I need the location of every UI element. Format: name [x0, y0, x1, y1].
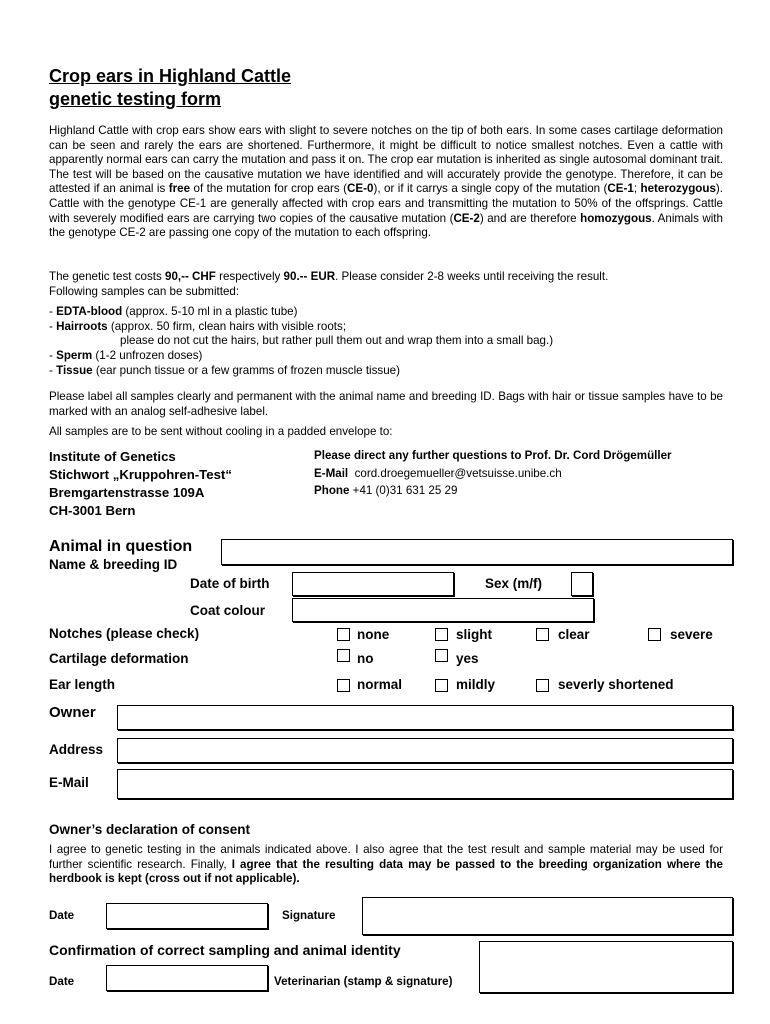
owner-field[interactable] [117, 705, 733, 730]
dash: - [49, 320, 57, 333]
sample-desc: (approx. 50 firm, clean hairs with visible roots; [107, 320, 347, 333]
cartilage-yes-checkbox[interactable] [435, 649, 448, 662]
veterinarian-label: Veterinarian (stamp & signature) [274, 975, 453, 988]
contact-heading: Please direct any further questions to Prof. Dr. Cord Drögemüller [314, 449, 672, 462]
cost-line [49, 270, 608, 285]
ear-mildly-label: mildly [456, 677, 496, 692]
sample-hair-note: please do not cut the hairs, but rather pull them out and wrap them into a small bag.) [120, 334, 554, 347]
intro-text: of the mutation for crop ears ( [190, 182, 348, 196]
intro-text: . Animals with the genotype CE-2 are passing one copy of the mutation to each offspring. [49, 211, 723, 240]
contact-email[interactable]: cord.droegemueller@vetsuisse.unibe.ch [354, 466, 562, 480]
address-line: CH-3001 Bern [49, 503, 136, 518]
sample-desc: (1-2 unfrozen doses) [92, 349, 203, 362]
sex-field[interactable] [571, 572, 593, 596]
sex-label: Sex (m/f) [485, 576, 543, 591]
intro-text: Highland Cattle with crop ears show ears with slight to severe notches on the tip of both ears. In some cases cartilage deformation can be seen and rarely the ears are shortened. Furthermore, it might be difficult to notice smallest notches. Even a cattle with apparently normal ears can carry the mutation and pass it on. The crop ear mutation is inherited as single autosomal dominant trait. The test will be based on the causative mutation we have identified and will accurately provide the genotype. Therefore, it can be attested if an animal is [49, 124, 723, 196]
consent-date-field[interactable] [106, 903, 268, 929]
contact-info [314, 447, 672, 500]
intro-bold: free [168, 182, 191, 196]
signature-label: Signature [282, 909, 336, 922]
title-line-1: Crop ears in Highland Cattle [49, 66, 292, 86]
ear-severly-label: severly shortened [558, 677, 674, 692]
intro-bold: heterozygous [640, 182, 716, 196]
labeling-instructions: Please label all samples clearly and permanent with the animal name and breeding ID. Bags with hair or tissue samples have to be marked with an analog self-adhesive label. [49, 390, 723, 418]
cartilage-no-label: no [357, 651, 374, 666]
notches-severe-checkbox[interactable] [648, 628, 661, 641]
consent-text [49, 843, 723, 887]
ear-normal-checkbox[interactable] [337, 679, 350, 692]
dash: - [49, 305, 57, 318]
dob-label: Date of birth [190, 576, 270, 591]
dob-field[interactable] [292, 572, 454, 596]
cost-text: respectively [215, 270, 284, 283]
notches-none-label: none [357, 627, 390, 642]
email-label: E-Mail [314, 466, 349, 480]
intro-text: ; [633, 182, 641, 196]
address-line: Bremgartenstrasse 109A [49, 485, 205, 500]
address-field[interactable] [117, 738, 733, 763]
phone-label: Phone [314, 484, 350, 497]
sample-tissue [49, 364, 400, 379]
sample-edta [49, 305, 297, 320]
sample-name: Tissue [56, 364, 93, 377]
notches-slight-checkbox[interactable] [435, 628, 448, 641]
intro-bold: CE-0 [347, 182, 374, 196]
dash: - [49, 364, 57, 377]
cost-text: The genetic test costs [49, 270, 165, 283]
coat-field[interactable] [292, 598, 594, 622]
intro-bold: CE-1 [607, 182, 634, 196]
confirmation-date-label: Date [49, 975, 75, 988]
intro-text: ). Cattle with the genotype CE-1 are generally affected with crop ears and transmitting the mutation to 50% of the offsprings. Cattle with severely modified ears are carrying two copies of the causative mutation ( [49, 182, 723, 225]
notches-none-checkbox[interactable] [337, 628, 350, 641]
sample-desc: (approx. 5-10 ml in a plastic tube) [122, 305, 298, 318]
samples-intro: Following samples can be submitted: [49, 285, 240, 298]
notches-slight-label: slight [456, 627, 492, 642]
intro-paragraph [49, 124, 723, 241]
sample-name: EDTA-blood [56, 305, 123, 318]
sample-desc: (ear punch tissue or a few gramms of frozen muscle tissue) [92, 364, 400, 377]
dash: - [49, 349, 57, 362]
sample-sperm [49, 349, 202, 364]
confirmation-date-field[interactable] [106, 965, 268, 991]
notches-severe-label: severe [670, 627, 713, 642]
form-title [49, 65, 291, 111]
ear-length-label: Ear length [49, 677, 116, 692]
ear-mildly-checkbox[interactable] [435, 679, 448, 692]
sample-name: Hairroots [56, 320, 108, 333]
consent-heading: Owner’s declaration of consent [49, 822, 251, 837]
title-line-2: genetic testing form [49, 89, 222, 109]
notches-clear-checkbox[interactable] [536, 628, 549, 641]
cartilage-yes-label: yes [456, 651, 479, 666]
cartilage-label: Cartilage deformation [49, 651, 189, 666]
ear-severly-checkbox[interactable] [536, 679, 549, 692]
shipping-instructions: All samples are to be sent without cooling in a padded envelope to: [49, 425, 393, 438]
cost-text: . Please consider 2-8 weeks until receiving the result. [335, 270, 609, 283]
animal-name-field[interactable] [221, 539, 733, 565]
name-breeding-label: Name & breeding ID [49, 557, 178, 572]
veterinarian-field[interactable] [479, 941, 733, 993]
intro-text: ) and are therefore [479, 211, 581, 225]
sample-name: Sperm [56, 349, 93, 362]
consent-text-plain: I agree to genetic testing in the animals indicated above. I also agree that the test result and sample material may be used for further scientific research. Finally, [49, 843, 723, 871]
owner-label: Owner [49, 704, 96, 721]
contact-phone: +41 (0)31 631 25 29 [352, 484, 458, 497]
cost-eur: 90.-- EUR [283, 270, 336, 283]
animal-heading: Animal in question [49, 538, 193, 555]
consent-text-bold: I agree that the resulting data may be passed to the breeding organization where the herdbook is kept (cross out if not applicable). [49, 857, 723, 886]
owner-email-label: E-Mail [49, 775, 89, 790]
sample-hairroots [49, 320, 346, 335]
ear-normal-label: normal [357, 677, 403, 692]
address-line: Institute of Genetics [49, 449, 176, 464]
signature-field[interactable] [362, 897, 733, 935]
consent-date-label: Date [49, 909, 75, 922]
intro-bold: homozygous [580, 211, 652, 225]
lab-address [49, 448, 232, 520]
address-label: Address [49, 742, 104, 757]
address-line: Stichwort „Kruppohren-Test“ [49, 467, 232, 482]
owner-email-field[interactable] [117, 769, 733, 799]
coat-label: Coat colour [190, 603, 266, 618]
intro-text: ), or if it carrys a single copy of the mutation ( [373, 182, 608, 196]
notches-label: Notches (please check) [49, 626, 200, 641]
notches-clear-label: clear [558, 627, 590, 642]
confirmation-heading: Confirmation of correct sampling and animal identity [49, 942, 401, 958]
intro-bold: CE-2 [453, 211, 480, 225]
cost-chf: 90,-- CHF [165, 270, 216, 283]
cartilage-no-checkbox[interactable] [337, 649, 350, 662]
